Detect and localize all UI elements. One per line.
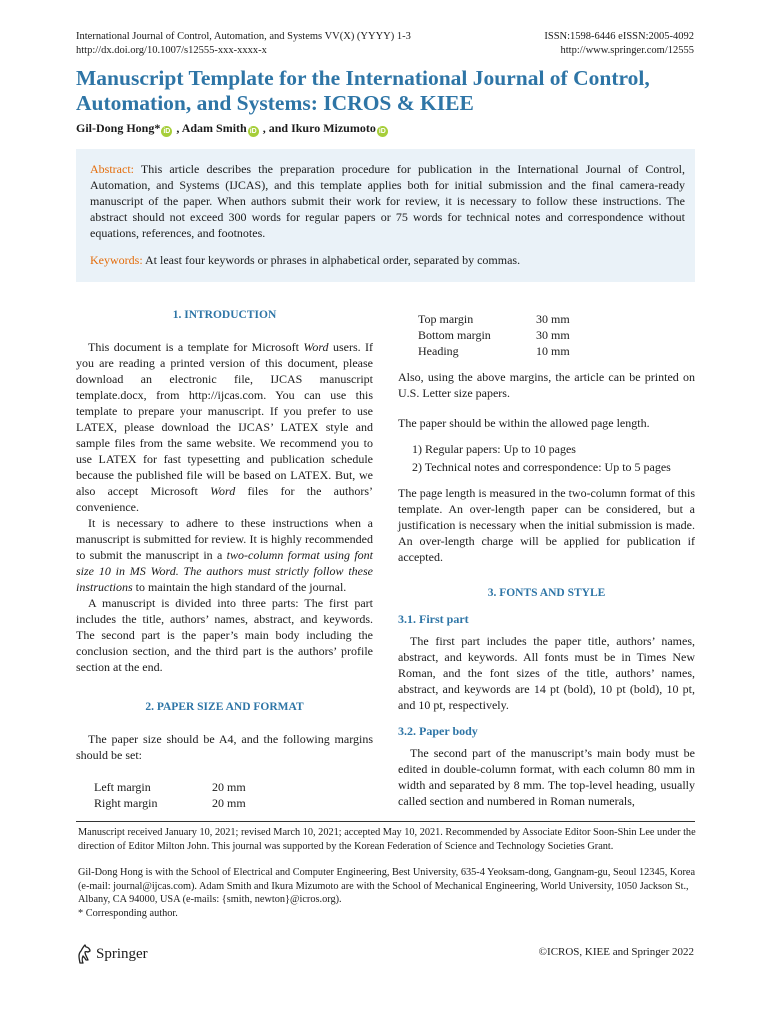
footnote-corresponding: * Corresponding author. [78,908,178,919]
footnote-affiliation: Gil-Dong Hong is with the School of Electrical and Computer Engineering, Best University, 635-4 Yeoksam-dong, Gangnam-gu, Seoul 12345, Korea (e-mail: journal@ijcas.com). Adam Smith and Ikura Mizumoto are with the School of Mechanical Engineering, World University, 1050 Jackson St., Albany, CA 94000, USA (e-mails: {smith, newton}@icros.org). [78,867,696,905]
doi-link[interactable]: http://dx.doi.org/10.1007/s12555-xxx-xxxx-x [76,45,267,56]
intro-paragraph-1 [76,339,373,515]
text-run-italic: two-column format using font size 10 in MS Word. The authors must strictly follow these instructions [76,548,373,594]
margin-value: 30 mm [536,312,570,326]
margin-label: Right margin [94,796,158,810]
table-row [94,795,246,811]
author-3: , and Ikuro Mizumoto [259,121,376,135]
margin-value: 20 mm [212,780,246,794]
author-1: Gil-Dong Hong* [76,121,161,135]
orcid-icon[interactable]: iD [249,128,257,135]
margin-table-right [418,311,570,359]
table-row [418,311,570,327]
subsection-paper-body: 3.2. Paper body [398,724,478,738]
author-2: , Adam Smith [173,121,247,135]
section-heading-fonts: 3. FONTS AND STYLE [487,587,606,599]
margin-value: 20 mm [212,796,246,810]
abstract-box [76,149,695,282]
keywords-label: Keywords: [90,253,143,267]
text-run: files for the authors’ convenience. [76,484,374,514]
section-heading-paper-size: 2. PAPER SIZE AND FORMAT [145,701,304,713]
header-left [76,30,411,58]
margin-value: 30 mm [536,328,570,342]
springer-logo [76,944,148,964]
springer-url[interactable]: http://www.springer.com/12555 [560,45,694,56]
keywords [90,252,685,268]
journal-line: International Journal of Control, Automation, and Systems VV(X) (YYYY) 1-3 [76,31,411,42]
left-column [76,303,373,811]
footnote-divider [76,821,695,822]
publisher-name: Springer [96,945,148,962]
over-length-paragraph: The page length is measured in the two-column format of this template. An over-length paper can be considered, but a justification is necessary when the initial submission is made. An over-length charge will be applied for publication if accepted. [398,486,695,564]
text-run-italic: Word [303,340,329,354]
issn: ISSN:1598-6446 eISSN:2005-4092 [544,31,694,42]
margin-value: 10 mm [536,344,570,358]
author-list [76,121,389,137]
paper-title: Manuscript Template for the International Journal of Control, Automation, and Systems: ICROS & KIEE [76,66,650,115]
springer-horse-icon [76,944,92,964]
section-heading-introduction: 1. INTRODUCTION [172,309,277,321]
text-run: This document is a template for Microsoft [88,340,304,354]
text-run-italic: Word [210,484,236,498]
abstract-text: This article describes the preparation procedure for publication in the International Journal of Control, Automation, and Systems (IJCAS), and this template applies both for initial submission and the final camera-ready manuscript of the paper. When authors submit their work for review, it is necessary to follow these instructions. The abstract should not exceed 300 words for regular papers or 75 words for technical notes and correspondence without equations, references, and footnotes. [90,162,685,240]
table-row [418,327,570,343]
header-right [544,30,694,58]
paper-body-paragraph: The second part of the manuscript’s main body must be edited in double-column format, with each column 80 mm in width and separated by 8 mm. The top-level heading, usually called section and numbered in Roman numerals, [398,746,695,808]
text-run: to maintain the high standard of the journal. [132,580,347,594]
list-item: 2) Technical notes and correspondence: Up to 5 pages [412,460,671,474]
table-row [94,779,246,795]
abstract [90,161,685,241]
margin-label: Bottom margin [418,328,491,342]
margin-table-left [94,779,246,811]
abstract-label: Abstract: [90,162,134,176]
right-column [398,303,695,809]
margin-label: Left margin [94,780,151,794]
margin-label: Heading [418,344,459,358]
text-run: users. If you are reading a printed version of this document, please download an electronic file, IJCAS manuscript template.docx, from http://ijcas.com. You can use this template to prepare your manuscript. If you prefer to use LATEX, please download the IJCAS’ LATEX style and sample files from the same website. We recommend you to use LATEX for fast typesetting and publication schedule because the published file will be based on LATEX. But, we also accept Microsoft [76,340,373,498]
list-item: 1) Regular papers: Up to 10 pages [412,442,576,456]
table-row [418,343,570,359]
orcid-icon[interactable]: iD [163,128,171,135]
copyright: ©ICROS, KIEE and Springer 2022 [538,946,694,958]
paper-size-paragraph: The paper size should be A4, and the following margins should be set: [76,732,373,762]
footnote-received: Manuscript received January 10, 2021; revised March 10, 2021; accepted May 10, 2021. Recommended by Associate Editor Soon-Shin Lee under the direction of Editor Milton John. This journal was supported by the Korean Federation of Science and Technology Societies Grant. [78,827,696,852]
page-limit-list [398,441,695,475]
text-run: It is necessary to adhere to these instructions when a manuscript is submitted for review. It is highly recommended to submit the manuscript in a [76,516,373,562]
keywords-text: At least four keywords or phrases in alphabetical order, separated by commas. [142,253,521,267]
orcid-icon[interactable]: iD [378,128,386,135]
margin-label: Top margin [418,312,474,326]
intro-paragraph-2 [76,515,373,595]
page-length-paragraph: The paper should be within the allowed page length. [398,416,650,430]
intro-paragraph-3: A manuscript is divided into three parts: The first part includes the title, authors’ names, abstract, and keywords. The second part is the paper’s main body including the conclusion section, and the third part is the authors’ profile section at the end. [76,596,373,674]
letter-size-paragraph: Also, using the above margins, the article can be printed on U.S. Letter size papers. [398,370,695,400]
subsection-first-part: 3.1. First part [398,612,469,626]
first-part-paragraph: The first part includes the paper title, authors’ names, abstract, and keywords. All fonts must be in Times New Roman, and the font sizes of the title, authors’ names, abstract, and keywords are 14 pt (bold), 10 pt (bold), 10 pt, and 10 pt, respectively. [398,634,695,712]
